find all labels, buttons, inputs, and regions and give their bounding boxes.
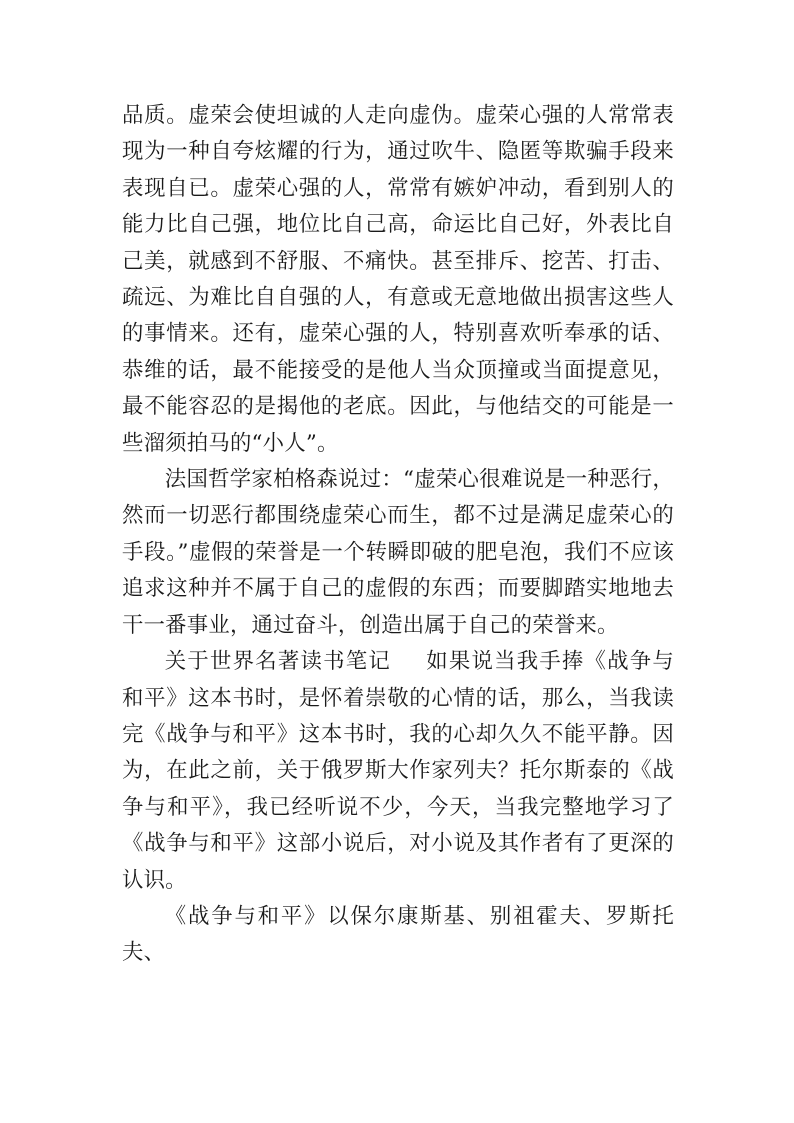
paragraph-bergson-quote: 法国哲学家柏格森说过：“虚荣心很难说是一种恶行，然而一切恶行都围绕虚荣心而生，都不过是满足虚荣心的手段。”虚假的荣誉是一个转瞬即破的肥皂泡，我们不应该追求这种并不属于自己的虚假的东西；而要脚踏实地地去干一番事业，通过奋斗，创造出属于自己的荣誉来。 [122, 467, 674, 638]
paragraph-war-and-peace-notes [122, 644, 674, 899]
document-page [122, 98, 674, 972]
notes-heading: 关于世界名著读书笔记 [164, 649, 391, 675]
notes-body: 如果说当我手捧《战争与和平》这本书时，是怀着崇敬的心情的话，那么，当我读完《战争与和平》这本书时，我的心却久久不能平静。因为，在此之前，关于俄罗斯大作家列夫？托尔斯泰的《战争与和平》，我已经听说不少，今天，当我完整地学习了《战争与和平》这部小说后，对小说及其作者有了更深的认识。 [122, 649, 674, 893]
paragraph-characters-start: 《战争与和平》以保尔康斯基、别祖霍夫、罗斯托夫、 [122, 903, 674, 966]
paragraph-vanity-traits: 品质。虚荣会使坦诚的人走向虚伪。虚荣心强的人常常表现为一种自夸炫耀的行为，通过吹牛、隐匿等欺骗手段来表现自已。虚荣心强的人，常常有嫉妒冲动，看到别人的能力比自己强，地位比自己高，命运比自己好，外表比自己美，就感到不舒服、不痛快。甚至排斥、挖苦、打击、疏远、为难比自自强的人，有意或无意地做出损害这些人的事情来。还有，虚荣心强的人，特别喜欢听奉承的话、恭维的话，最不能接受的是他人当众顶撞或当面提意见，最不能容忍的是揭他的老底。因此，与他结交的可能是一些溜须拍马的“小人”。 [122, 103, 674, 456]
